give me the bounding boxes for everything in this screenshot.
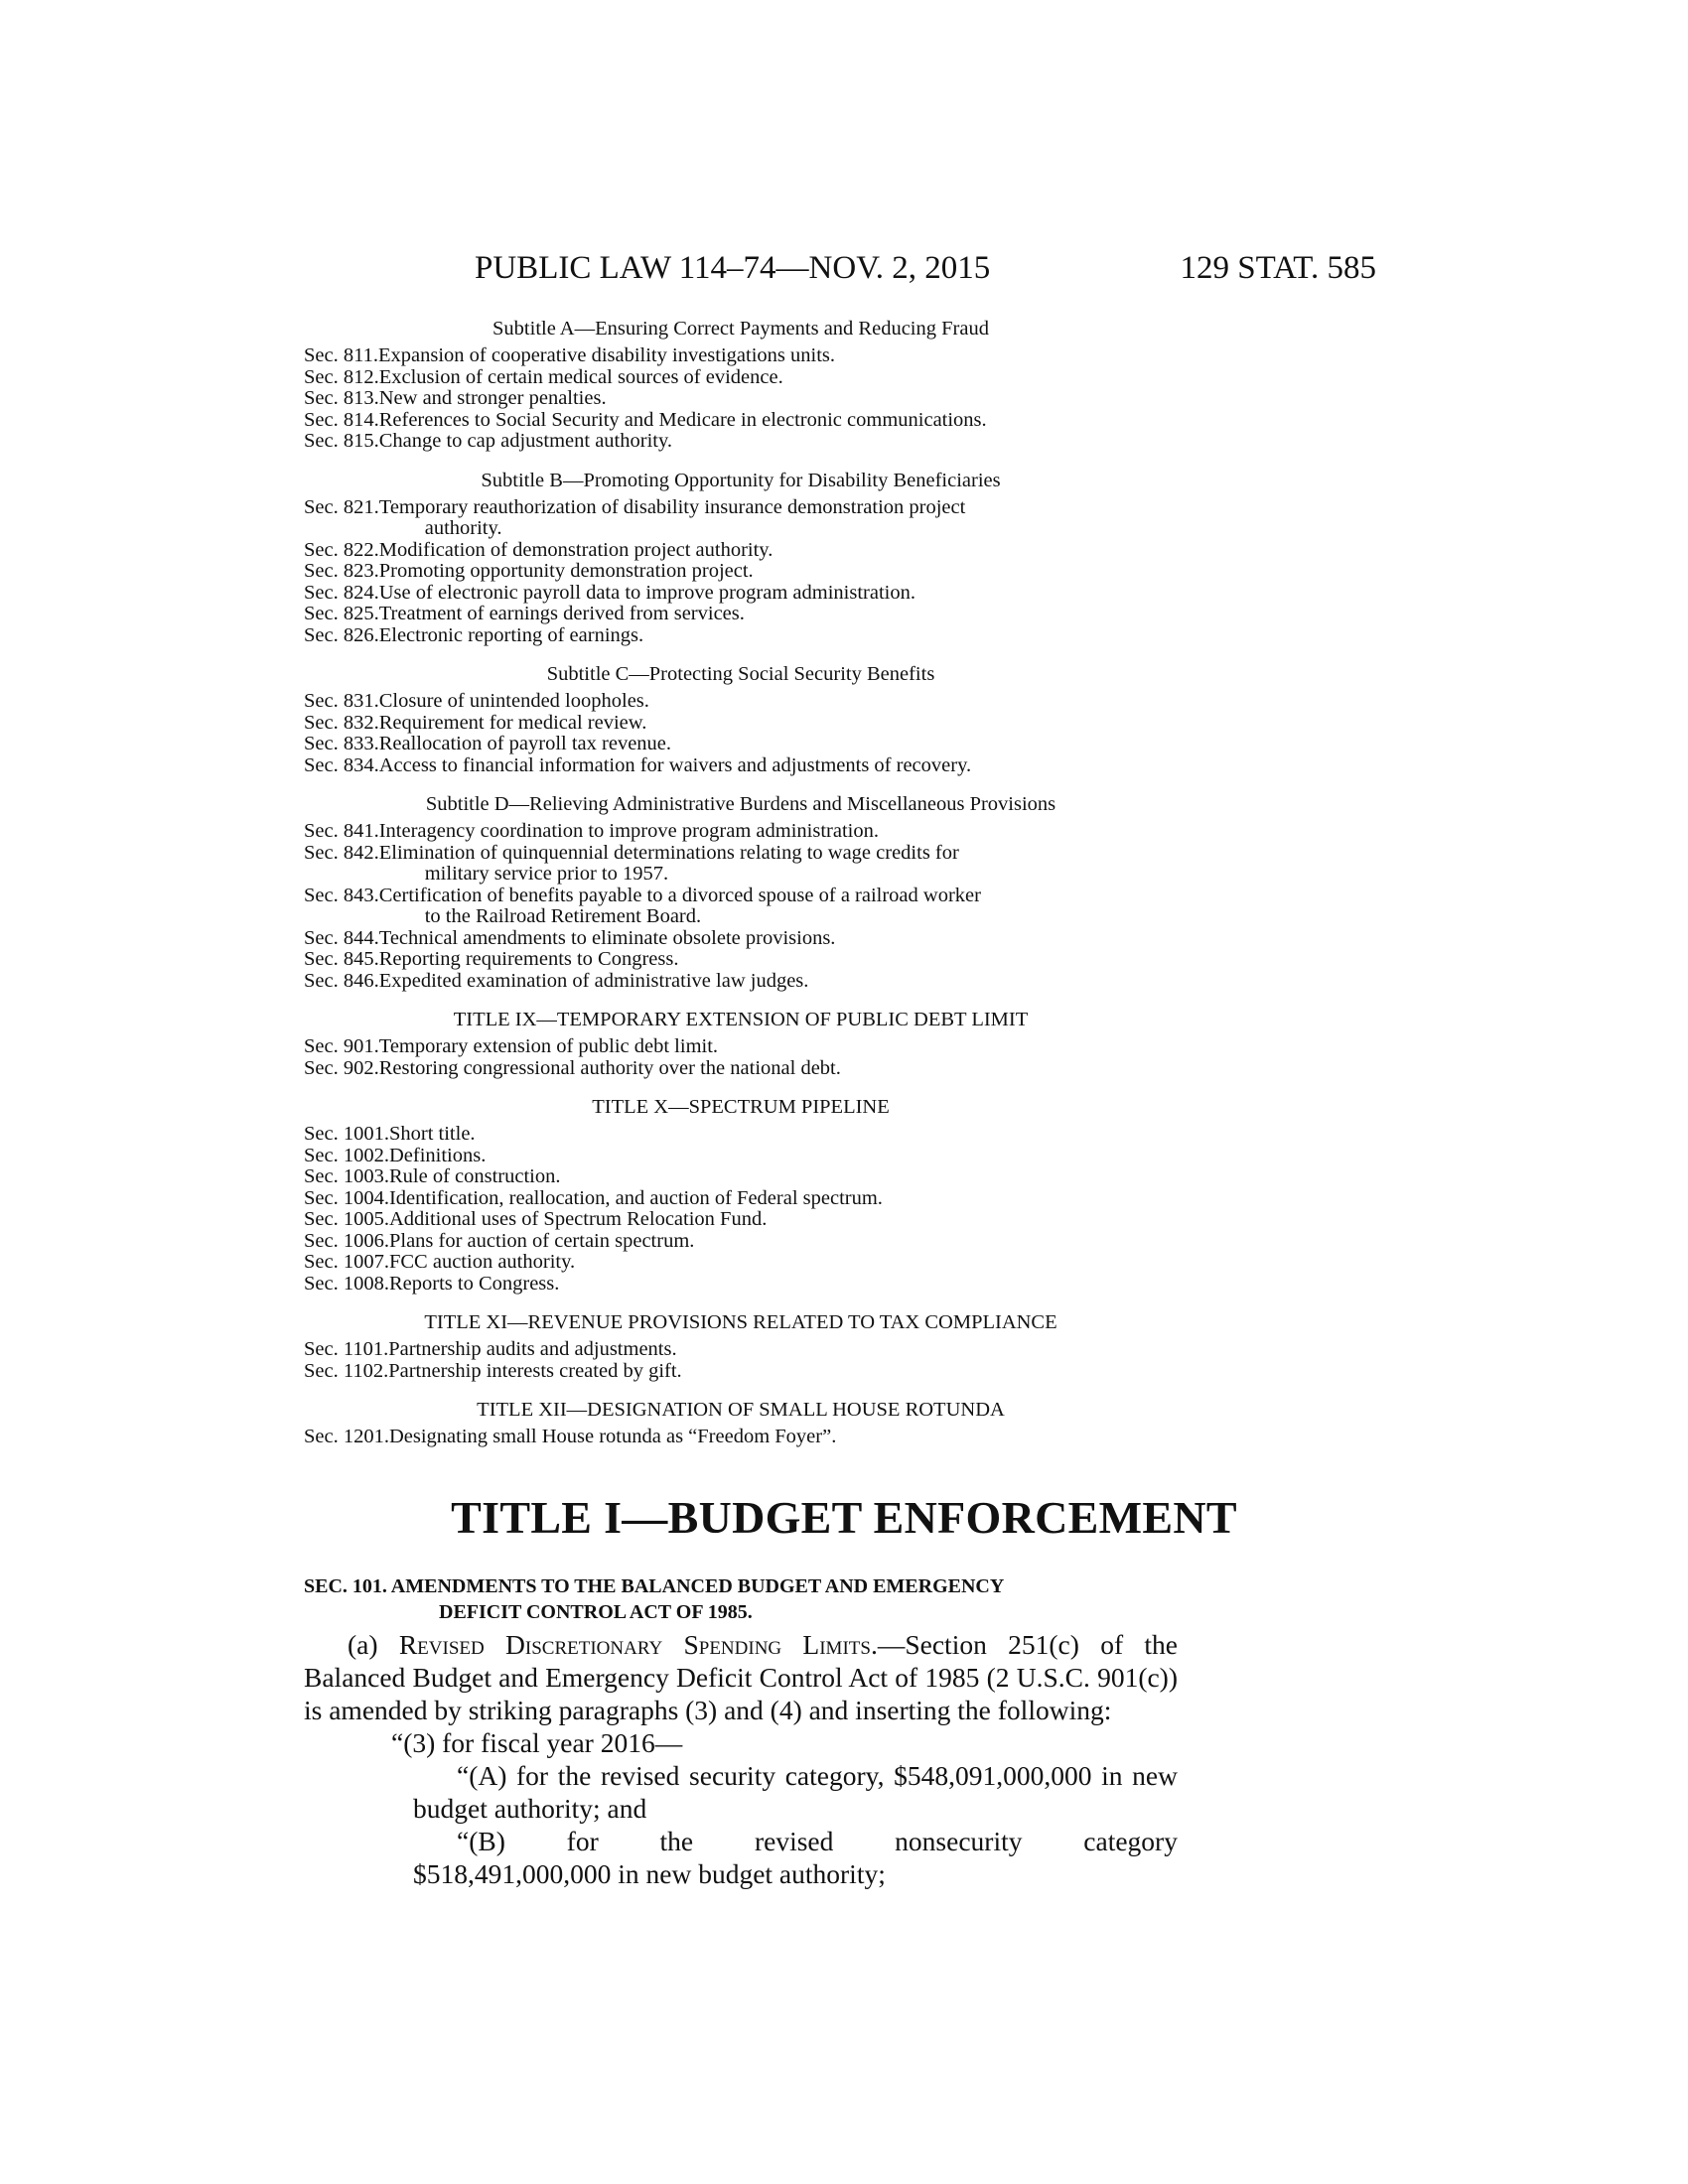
toc-entry-title-line1: Definitions. <box>388 1144 487 1166</box>
toc-entry-title-line1: Additional uses of Spectrum Relocation Fund. <box>388 1208 768 1230</box>
toc-entry-section-number: Sec. 1004. <box>304 1186 389 1209</box>
toc-entry-title <box>379 540 1178 562</box>
toc-entry-title-line1: Access to financial information for waivers and adjustments of recovery. <box>378 753 972 776</box>
paragraph-a-lead: (a) <box>348 1629 378 1660</box>
toc-entry-title <box>379 410 1178 432</box>
title-heading: TITLE I—BUDGET ENFORCEMENT <box>451 1492 1237 1543</box>
toc-heading-title-ix: TITLE IX—TEMPORARY EXTENSION OF PUBLIC DEBT LIMIT <box>453 1009 1029 1030</box>
toc-entry-title-line2: military service prior to 1957. <box>424 863 669 885</box>
toc-entry <box>304 886 1178 928</box>
toc-entry-title <box>379 625 1178 647</box>
toc-entry-section-number: Sec. 822. <box>304 538 379 561</box>
toc-entry-title-line1: Elimination of quinquennial determinations relating to wage credits for <box>378 841 959 864</box>
toc-entry <box>304 497 1178 540</box>
toc-heading-title-xii: TITLE XII—DESIGNATION OF SMALL HOUSE ROTUNDA <box>477 1399 1005 1421</box>
toc-entry-title-line1: Restoring congressional authority over the national debt. <box>378 1056 841 1079</box>
toc-entry-title <box>379 1036 1178 1058</box>
toc-entry-title-line1: Electronic reporting of earnings. <box>378 623 644 646</box>
toc-entry-title <box>389 1231 1178 1253</box>
toc-entry <box>304 410 1178 432</box>
paragraph-3-a: “(A) for the revised security category, $548,091,000,000 in new budget authority; and <box>413 1760 1178 1824</box>
toc-entry <box>304 540 1178 562</box>
toc-group-title-x <box>304 1124 1178 1295</box>
toc-entry <box>304 1252 1178 1274</box>
toc-entry-section-number: Sec. 845. <box>304 948 379 970</box>
section-heading-line1: SEC. 101. AMENDMENTS TO THE BALANCED BUDGET AND EMERGENCY <box>304 1575 1005 1597</box>
toc-group-title-xii <box>304 1427 1178 1448</box>
toc-entry-section-number: Sec. 813. <box>304 387 379 409</box>
toc-entry-section-number: Sec. 844. <box>304 926 379 949</box>
paragraph-3-b <box>304 1825 1178 1890</box>
toc-entry-title <box>389 1166 1178 1188</box>
toc-entry-title-line1: Closure of unintended loopholes. <box>378 690 649 712</box>
toc-heading-title-xi: TITLE XI—REVENUE PROVISIONS RELATED TO TAX COMPLIANCE <box>424 1311 1057 1333</box>
toc-entry-title-line1: Interagency coordination to improve program administration. <box>378 820 879 842</box>
toc-entry-title-line1: Rule of construction. <box>388 1165 561 1187</box>
paragraph-a-caption: Revised Discretionary Spending Limits. <box>398 1629 878 1660</box>
toc-entry-section-number: Sec. 1008. <box>304 1272 389 1295</box>
toc-entry-section-number: Sec. 1003. <box>304 1165 389 1187</box>
toc-entry-section-number: Sec. 846. <box>304 969 379 992</box>
toc-entry-title-line1: Temporary reauthorization of disability insurance demonstration project <box>378 495 966 518</box>
toc-heading-subtitle-c: Subtitle C—Protecting Social Security Benefits <box>546 663 935 685</box>
toc-entry-title <box>379 1058 1178 1080</box>
toc-entry <box>304 691 1178 713</box>
toc-entry <box>304 1188 1178 1210</box>
paragraph-3-b-word: the <box>659 1826 694 1856</box>
toc-entry-title-line1: FCC auction authority. <box>388 1251 576 1273</box>
toc-group-title-ix <box>304 1036 1178 1079</box>
toc-entry-title-line1: Exclusion of certain medical sources of evidence. <box>378 365 783 388</box>
toc-entry <box>304 1339 1178 1361</box>
toc-entry-title <box>379 755 1178 777</box>
toc-entry-title <box>379 734 1178 755</box>
toc-entry-title-line1: Use of electronic payroll data to improve program administration. <box>378 581 915 604</box>
toc-entry-title-line1: Certification of benefits payable to a divorced spouse of a railroad worker <box>378 884 981 906</box>
section-heading-line2: DEFICIT CONTROL ACT OF 1985. <box>439 1601 753 1623</box>
toc-entry-section-number: Sec. 1007. <box>304 1251 389 1273</box>
toc-entry <box>304 367 1178 389</box>
toc-entry-title <box>379 949 1178 971</box>
paragraph-3-b-word: revised <box>754 1826 834 1856</box>
toc-entry-title <box>388 1361 1178 1383</box>
toc-entry-section-number: Sec. 821. <box>304 495 379 518</box>
toc-entry-title-line1: Reporting requirements to Congress. <box>378 948 679 970</box>
toc-entry-title-line1: Designating small House rotunda as “Freedom Foyer”. <box>388 1426 837 1447</box>
toc-entry-title-line1: Short title. <box>388 1123 476 1145</box>
toc-entry-title <box>389 1209 1178 1231</box>
toc-entry-section-number: Sec. 842. <box>304 841 379 864</box>
toc-entry-title <box>379 604 1178 625</box>
paragraph-3-b-word: nonsecurity <box>895 1826 1023 1856</box>
toc-entry <box>304 561 1178 583</box>
toc-entry-title <box>379 971 1178 993</box>
toc-entry-title-line1: Reports to Congress. <box>388 1272 560 1295</box>
toc-entry <box>304 1166 1178 1188</box>
toc-entry-title <box>389 1274 1178 1296</box>
toc-entry-section-number: Sec. 1005. <box>304 1208 389 1230</box>
paragraph-3: “(3) for fiscal year 2016— <box>391 1727 683 1758</box>
toc-entry <box>304 928 1178 950</box>
toc-entry-section-number: Sec. 1002. <box>304 1144 389 1166</box>
paragraph-a-text: —Section 251(c) of the Balanced Budget and Emergency Deficit Control Act of 1985 (2 U.S.C. 901(c)) is amended by striking paragraphs (3) and (4) and inserting the following: <box>304 1629 1178 1725</box>
toc-entry-section-number: Sec. 825. <box>304 603 379 624</box>
toc-entry <box>304 1274 1178 1296</box>
toc-entry <box>304 1124 1178 1146</box>
toc-entry-title <box>379 928 1178 950</box>
toc-entry-title <box>379 821 1178 843</box>
toc-entry <box>304 345 1178 367</box>
toc-entry-section-number: Sec. 841. <box>304 820 379 842</box>
toc-entry <box>304 949 1178 971</box>
toc-entry-title <box>379 497 1178 540</box>
toc-entry <box>304 1231 1178 1253</box>
toc-entry-title <box>389 1427 1178 1448</box>
toc-entry <box>304 734 1178 755</box>
paragraph-3-b-rest: $518,491,000,000 in new budget authority; <box>413 1858 886 1889</box>
toc-entry-title <box>389 1146 1178 1167</box>
toc-entry <box>304 1146 1178 1167</box>
toc-entry-section-number: Sec. 902. <box>304 1056 379 1079</box>
toc-entry-title <box>379 713 1178 735</box>
toc-entry-title <box>389 1188 1178 1210</box>
toc-group-subtitle-a <box>304 345 1178 453</box>
running-head: PUBLIC LAW 114–74—NOV. 2, 2015 <box>475 250 991 286</box>
paragraph-3-b-word: category <box>1083 1826 1178 1856</box>
toc-entry-title <box>388 1339 1178 1361</box>
toc-entry-title-line1: Reallocation of payroll tax revenue. <box>378 733 672 754</box>
toc-entry-title-line2: authority. <box>424 517 502 539</box>
toc-entry-title <box>379 843 1178 886</box>
toc-heading-subtitle-d: Subtitle D—Relieving Administrative Burdens and Miscellaneous Provisions <box>425 793 1056 815</box>
toc-entry-title-line1: Partnership interests created by gift. <box>388 1359 682 1382</box>
toc-entry <box>304 431 1178 453</box>
toc-entry <box>304 1427 1178 1448</box>
toc-entry-title <box>379 388 1178 410</box>
toc-entry-section-number: Sec. 1101. <box>304 1338 389 1360</box>
toc-entry <box>304 583 1178 605</box>
section-heading <box>304 1573 1178 1625</box>
toc-entry <box>304 1209 1178 1231</box>
paragraph-3-b-word: “(B) <box>457 1826 505 1856</box>
toc-entry <box>304 1036 1178 1058</box>
toc-entry-title-line1: Expansion of cooperative disability investigations units. <box>377 344 836 366</box>
table-of-contents <box>304 316 1178 1448</box>
toc-group-title-xi <box>304 1339 1178 1382</box>
toc-entry-title-line1: Requirement for medical review. <box>378 711 647 734</box>
toc-group-subtitle-b <box>304 497 1178 647</box>
toc-entry <box>304 625 1178 647</box>
toc-entry-title-line1: Modification of demonstration project authority. <box>378 538 774 561</box>
toc-entry-section-number: Sec. 834. <box>304 753 379 776</box>
stat-page-number: 129 STAT. 585 <box>1180 250 1376 286</box>
toc-entry-section-number: Sec. 824. <box>304 581 379 604</box>
toc-entry-section-number: Sec. 843. <box>304 884 379 906</box>
paragraph-3-b-line1 <box>413 1825 1178 1857</box>
toc-entry-title-line1: Treatment of earnings derived from services. <box>378 603 745 624</box>
toc-entry-section-number: Sec. 811. <box>304 344 378 366</box>
toc-entry-title <box>379 583 1178 605</box>
toc-entry-section-number: Sec. 831. <box>304 690 379 712</box>
toc-entry <box>304 604 1178 625</box>
toc-entry-title-line1: New and stronger penalties. <box>378 387 607 409</box>
toc-entry-section-number: Sec. 1201. <box>304 1426 389 1447</box>
toc-entry-section-number: Sec. 901. <box>304 1035 379 1057</box>
toc-heading-subtitle-b: Subtitle B—Promoting Opportunity for Disability Beneficiaries <box>481 469 1001 491</box>
paragraph-a <box>304 1628 1178 1726</box>
toc-entry-section-number: Sec. 833. <box>304 733 379 754</box>
toc-entry-title-line1: References to Social Security and Medicare in electronic communications. <box>378 408 987 431</box>
toc-entry-title-line1: Temporary extension of public debt limit. <box>378 1035 719 1057</box>
paragraph-3-b-word: for <box>566 1826 599 1856</box>
toc-entry-title <box>379 886 1178 928</box>
body-text <box>304 1628 1178 1890</box>
toc-entry-title-line1: Promoting opportunity demonstration project. <box>378 560 754 582</box>
toc-entry-title <box>389 1124 1178 1146</box>
toc-entry <box>304 755 1178 777</box>
toc-entry-section-number: Sec. 1001. <box>304 1123 389 1145</box>
toc-entry-title <box>379 431 1178 453</box>
toc-group-subtitle-c <box>304 691 1178 776</box>
toc-entry-title <box>379 561 1178 583</box>
toc-entry-title-line1: Identification, reallocation, and auction of Federal spectrum. <box>388 1186 883 1209</box>
toc-entry-title-line2: to the Railroad Retirement Board. <box>424 905 702 927</box>
toc-entry-section-number: Sec. 823. <box>304 560 379 582</box>
toc-entry-title <box>379 691 1178 713</box>
toc-entry <box>304 388 1178 410</box>
toc-entry-title-line1: Plans for auction of certain spectrum. <box>388 1229 695 1252</box>
toc-entry-section-number: Sec. 826. <box>304 623 379 646</box>
toc-heading-subtitle-a: Subtitle A—Ensuring Correct Payments and Reducing Fraud <box>492 318 989 340</box>
toc-heading-title-x: TITLE X—SPECTRUM PIPELINE <box>592 1096 890 1118</box>
toc-entry-title-line1: Change to cap adjustment authority. <box>378 430 673 452</box>
toc-entry <box>304 821 1178 843</box>
toc-entry-section-number: Sec. 832. <box>304 711 379 734</box>
toc-entry-section-number: Sec. 815. <box>304 430 379 452</box>
toc-entry <box>304 971 1178 993</box>
toc-entry-title-line1: Expedited examination of administrative law judges. <box>378 969 809 992</box>
toc-entry-title <box>379 367 1178 389</box>
toc-entry <box>304 713 1178 735</box>
toc-entry <box>304 1058 1178 1080</box>
toc-entry-section-number: Sec. 812. <box>304 365 379 388</box>
toc-entry <box>304 843 1178 886</box>
toc-entry-section-number: Sec. 1006. <box>304 1229 389 1252</box>
toc-entry-title-line1: Technical amendments to eliminate obsolete provisions. <box>378 926 836 949</box>
page-header <box>0 250 1688 290</box>
toc-group-subtitle-d <box>304 821 1178 992</box>
toc-entry <box>304 1361 1178 1383</box>
toc-entry-title <box>378 345 1178 367</box>
toc-entry-section-number: Sec. 814. <box>304 408 379 431</box>
toc-entry-title <box>389 1252 1178 1274</box>
toc-entry-section-number: Sec. 1102. <box>304 1359 389 1382</box>
toc-entry-title-line1: Partnership audits and adjustments. <box>388 1338 677 1360</box>
